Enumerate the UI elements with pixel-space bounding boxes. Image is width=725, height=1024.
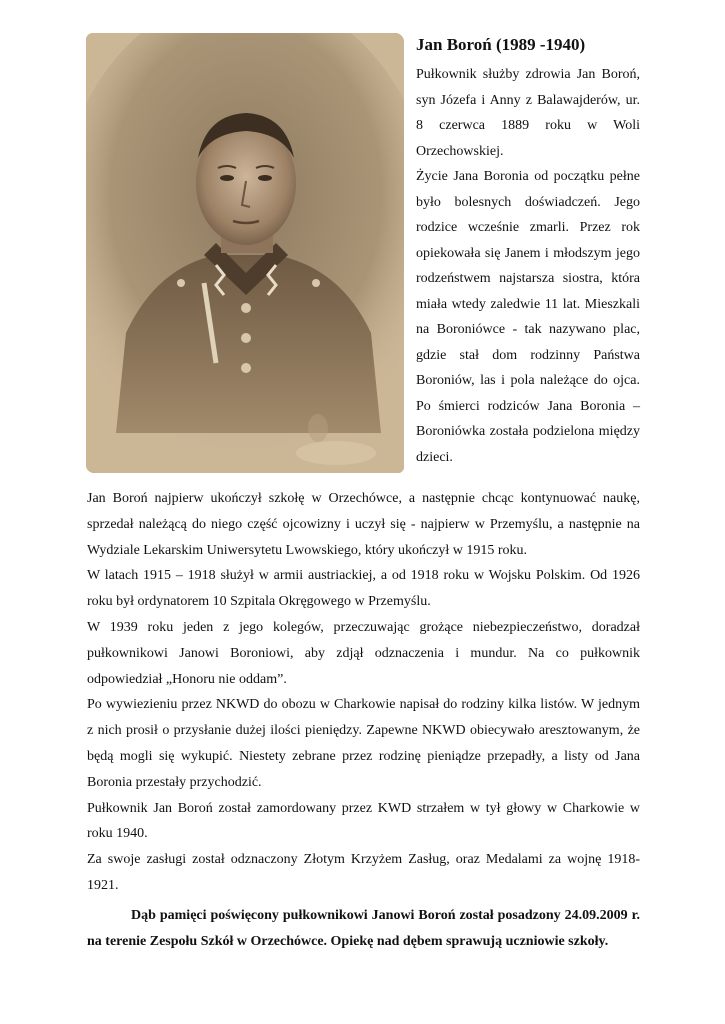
body-paragraph: Za swoje zasługi został odznaczony Złotym Krzyżem Zasług, oraz Medalami za wojnę 1918-1921. [87, 852, 640, 893]
intro-column [416, 34, 640, 470]
closing-note: Dąb pamięci poświęcony pułkownikowi Janowi Boroń został posadzony 24.09.2009 r. na terenie Zespołu Szkół w Orzechówce. Opiekę nad dębem sprawują uczniowie szkoły. [87, 907, 640, 949]
portrait-image [86, 33, 404, 473]
intro-paragraph-2: Życie Jana Boronia od początku pełne było bolesnych doświadczeń. Jego rodzice wcześnie zmarli. Przez rok opiekowała się Janem i młodszym jego rodzeństwem najstarsza siostra, która miała wtedy zaledwie 11 lat. Mieszkali na Boroniówce - tak nazywano plac, gdzie stał dom rodzinny Państwa Boroniów, las i pola należące do ojca. Po śmierci rodziców Jana Boronia – Boroniówka została podzielona między dzieci. [416, 169, 640, 465]
portrait-photo [86, 33, 404, 473]
body-paragraph: Pułkownik Jan Boroń został zamordowany przez KWD strzałem w tył głowy w Charkowie w roku 1940. [87, 800, 640, 842]
body-text [87, 486, 640, 954]
body-paragraph: Po wywiezieniu przez NKWD do obozu w Charkowie napisał do rodziny kilka listów. W jednym z nich prosił o przysłanie dużej ilości pieniędzy. Zapewne NKWD obiecywało aresztowanym, że będą mogli się wykupić. Niestety zebrane przez rodzinę pieniądze przepadły, a listy od Jana Boronia przestały przychodzić. [87, 697, 640, 790]
body-paragraph: Jan Boroń najpierw ukończył szkołę w Orzechówce, a następnie chcąc kontynuować naukę, sprzedał należącą do niego część ojcowizny i uczył się - najpierw w Przemyślu, a następnie na Wydziale Lekarskim Uniwersytetu Lwowskiego, który ukończył w 1915 roku. [87, 491, 640, 558]
document-title: Jan Boroń (1989 -1940) [416, 35, 586, 54]
intro-paragraph-1: Pułkownik służby zdrowia Jan Boroń, syn Józefa i Anny z Balawajderów, ur. 8 czerwca 1889 roku w Woli Orzechowskiej. [416, 67, 640, 159]
body-paragraph: W 1939 roku jeden z jego kolegów, przeczuwając grożące niebezpieczeństwo, doradzał pułkownikowi Janowi Boroniowi, aby zdjął odznaczenia i mundur. Na co pułkownik odpowiedział „Honoru nie oddam”. [87, 619, 640, 687]
body-paragraph: W latach 1915 – 1918 służył w armii austriackiej, a od 1918 roku w Wojsku Polskim. Od 1926 roku był ordynatorem 10 Szpitala Okręgowego w Przemyślu. [87, 568, 640, 610]
